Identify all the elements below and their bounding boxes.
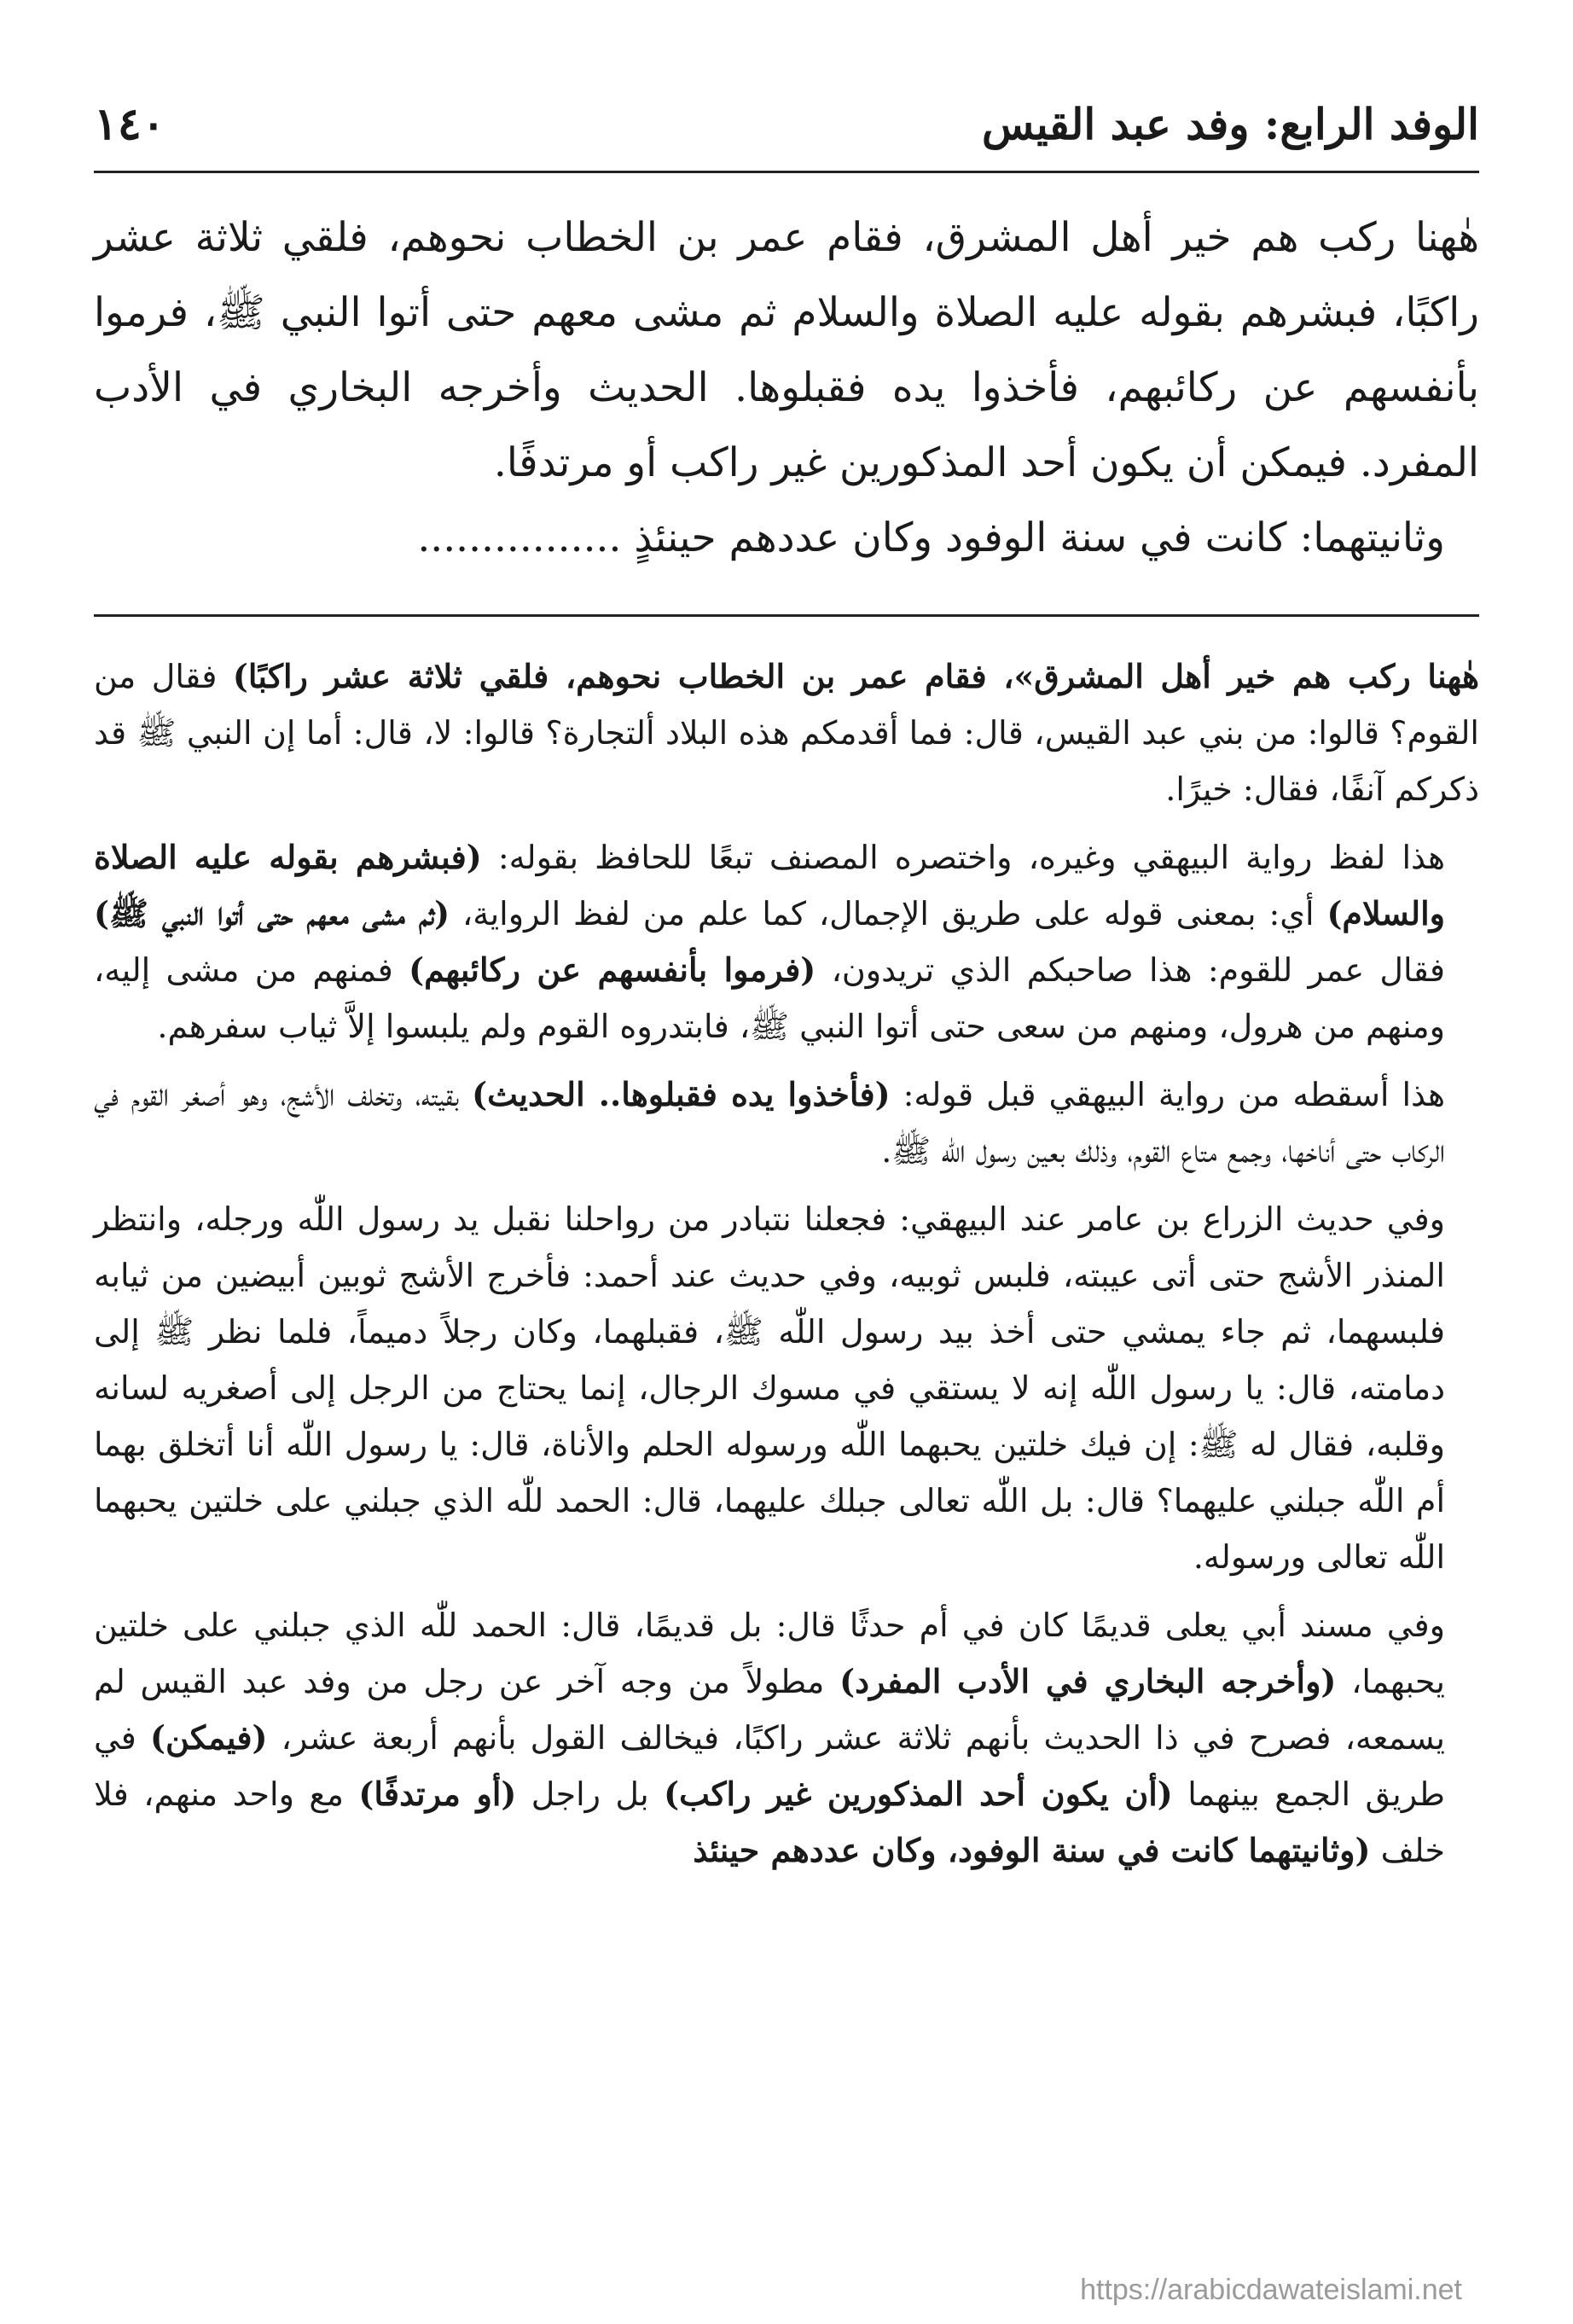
quoted-text: (أو مرتدفًا) <box>358 1775 517 1813</box>
commentary-text: فقال من القوم؟ قالوا: من بني عبد القيس، قال: فما أقدمكم هذه البلاد ألتجارة؟ قالوا: لا، قال: أما إن النبي ﷺ قد ذكركم آنفًا، فقال: خيرًا. <box>94 658 1479 808</box>
commentary-text: مطولاً من وجه آخر عن رجل من وفد عبد القيس لم يسمعه، فصرح في ذا الحديث بأنهم ثلاثة عشر راكبًا، فيخالف القول بأنهم أربعة عشر، <box>94 1663 1446 1757</box>
chapter-title: الوفد الرابع: وفد عبد القيس <box>981 98 1479 149</box>
quoted-text: (فبشرهم بقوله عليه الصلاة والسلام) <box>94 838 1446 933</box>
source-watermark: https://arabicdawateislami.net <box>1080 2274 1462 2306</box>
commentary-section <box>94 648 1479 1891</box>
commentary-paragraph <box>94 1066 1479 1179</box>
commentary-text: فقال عمر للقوم: هذا صاحبكم الذي تريدون، <box>816 951 1446 989</box>
commentary-paragraph: وفي حديث الزراع بن عامر عند البيهقي: فجعلنا نتبادر من رواحلنا نقبل يد رسول اللّٰه ورجله، وانتظر المنذر الأشج حتى أتى عيبته، فلبس ثوبيه، وفي حديث عند أحمد: فأخرج الأشج ثوبين أبيضين من ثيابه فلبسهما، ثم جاء يمشي حتى أخذ بيد رسول اللّٰه ﷺ، فقبلهما، وكان رجلاً دميماً، فلما نظر ﷺ إلى دمامته، قال: يا رسول اللّٰه إنه لا يستقي في مسوك الرجال، إنما يحتاج من الرجل إلى أصغريه لسانه وقلبه، فقال له ﷺ: إن فيك خلتين يحبهما اللّٰه ورسوله الحلم والأناة، قال: يا رسول اللّٰه أنا أتخلق بهما أم اللّٰه جبلني عليهما؟ قال: بل اللّٰه تعالى جبلك عليهما، قال: الحمد للّٰه الذي جبلني على خلتين يحبهما اللّٰه تعالى ورسوله. <box>94 1200 1445 1576</box>
commentary-text: هذا لفظ رواية البيهقي وغيره، واختصره المصنف تبعًا للحافظ بقوله: <box>481 839 1445 876</box>
quoted-text: (أن يكون أحد المذكورين غير راكب) <box>664 1775 1173 1813</box>
main-text <box>94 200 1479 576</box>
header-divider <box>94 171 1479 173</box>
commentary-text: فمنهم من مشى إليه، ومنهم من هرول، ومنهم من سعى حتى أتوا النبي ﷺ، فابتدروه القوم ولم يلبسوا إلاَّ ثياب سفرهم. <box>94 951 1445 1045</box>
commentary-text: بل راجل <box>516 1775 665 1813</box>
commentary-divider <box>94 614 1479 617</box>
page-number: ١٤٠ <box>94 97 165 150</box>
quoted-text: (وثانيتهما كانت في سنة الوفود، وكان عددهم حينئذ <box>693 1831 1371 1869</box>
quoted-text: (ثم مشى معهم حتى أتوا النبي ﷺ) <box>94 894 450 933</box>
commentary-text: أي: بمعنى قوله على طريق الإجمال، كما علم من لفظ الرواية، <box>450 895 1327 933</box>
commentary-text: بقيته، وتخلف الأشج، وهو أصغر القوم في الركاب حتى أناخها، وجمع متاع القوم، وذلك بعين رسول الله ﷺ. <box>94 1076 1445 1170</box>
commentary-text: في طريق الجمع بينهما <box>94 1719 1445 1813</box>
main-paragraph: هٰهنا ركب هم خير أهل المشرق، فقام عمر بن الخطاب نحوهم، فلقي ثلاثة عشر راكبًا، فبشرهم بقوله عليه الصلاة والسلام ثم مشى معهم حتى أتوا النبي ﷺ، فرموا بأنفسهم عن ركائبهم، فأخذوا يده فقبلوها. الحديث وأخرجه البخاري في الأدب المفرد. فيمكن أن يكون أحد المذكورين غير راكب أو مرتدفًا. <box>94 214 1479 486</box>
quoted-text: (فرموا بأنفسهم عن ركائبهم) <box>409 950 816 989</box>
quoted-text: (وأخرجه البخاري في الأدب المفرد) <box>839 1662 1337 1700</box>
commentary-paragraph <box>94 829 1479 1055</box>
commentary-text: مع واحد منهم، فلا خلف <box>94 1775 1445 1869</box>
commentary-paragraph <box>94 648 1479 817</box>
page-header <box>94 85 1479 162</box>
quoted-text: (فأخذوا يده فقبلوها.. الحديث) <box>472 1075 891 1113</box>
commentary-text: هذا أسقطه من رواية البيهقي قبل قوله: <box>890 1076 1445 1113</box>
commentary-paragraph <box>94 1597 1479 1879</box>
quoted-text: (فيمكن) <box>150 1718 268 1757</box>
quoted-text: هٰهنا ركب هم خير أهل المشرق»، فقام عمر بن الخطاب نحوهم، فلقي ثلاثة عشر راكبًا) <box>232 657 1479 695</box>
commentary-text: وفي مسند أبي يعلى قديمًا كان في أم حدثًا قال: بل قديمًا، قال: الحمد للّٰه الذي جبلني على خلتين يحبهما، <box>94 1606 1446 1700</box>
main-paragraph-continued: وثانيتهما: كانت في سنة الوفود وكان عددهم حينئذٍ ................ <box>417 514 1445 561</box>
